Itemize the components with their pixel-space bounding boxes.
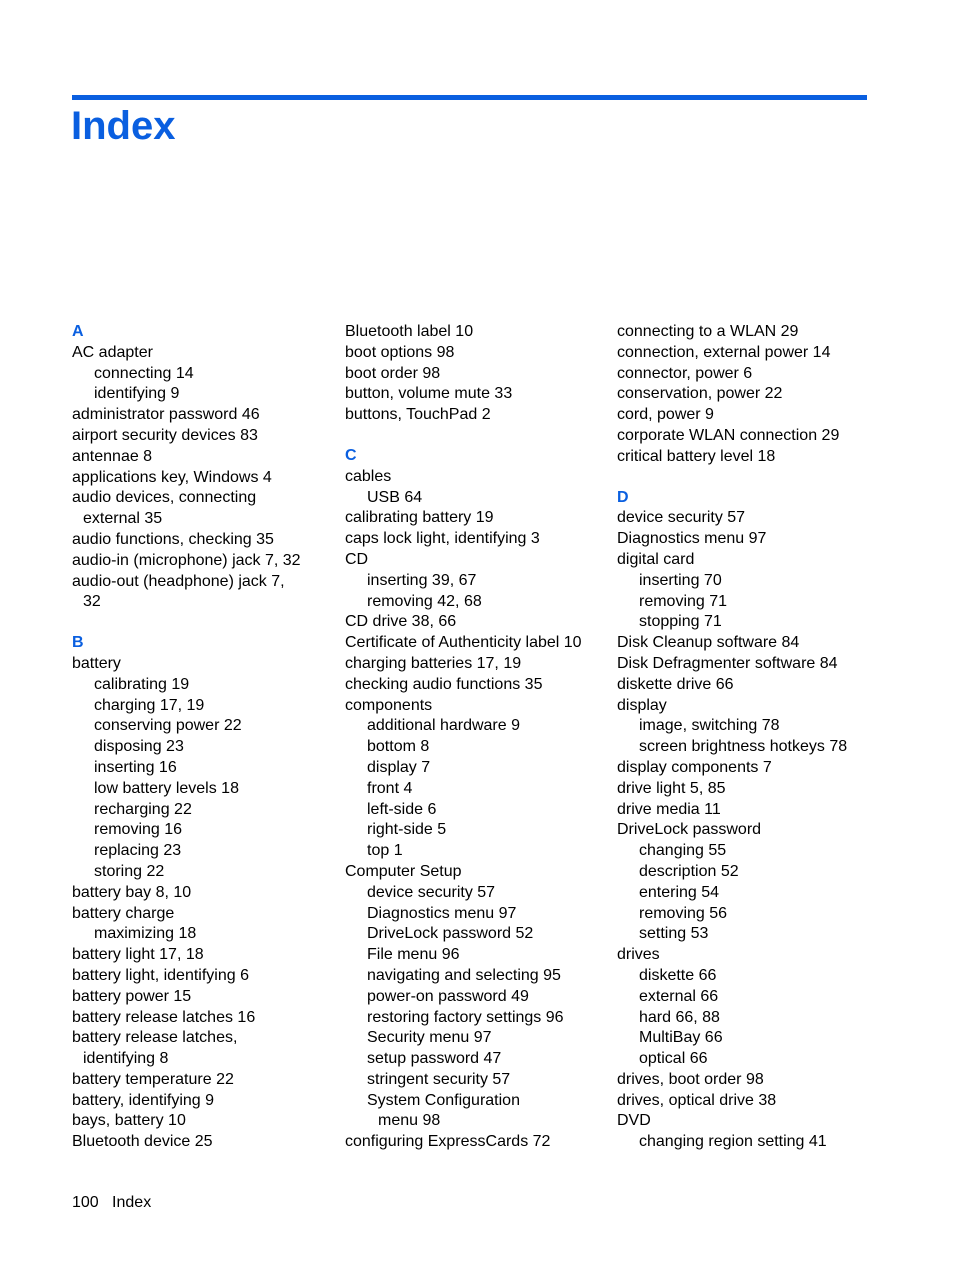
index-entry: battery release latches 16 [72,1008,256,1026]
index-subentry: hard 66, 88 [639,1008,720,1026]
index-column-2 [345,322,615,1153]
index-entry: charging batteries 17, 19 [345,654,522,672]
index-entry: battery bay 8, 10 [72,883,192,901]
index-entry: DVD [617,1112,651,1130]
index-entry: bays, battery 10 [72,1112,186,1130]
section-gap [72,613,342,633]
index-entry: Diagnostics menu 97 [617,530,767,548]
index-subentry: removing 16 [94,821,183,839]
index-subentry: removing 56 [639,904,728,922]
index-entry: battery release latches, [72,1029,238,1047]
index-entry: CD drive 38, 66 [345,613,457,631]
index-subentry: additional hardware 9 [367,717,520,735]
index-subentry: Diagnostics menu 97 [367,904,517,922]
index-subentry: connecting 14 [94,364,194,382]
index-subentry: charging 17, 19 [94,696,205,714]
index-entry: AC adapter [72,343,153,361]
index-subentry: changing region setting 41 [639,1133,827,1151]
index-entry: battery light, identifying 6 [72,966,249,984]
index-subentry: device security 57 [367,883,496,901]
index-subentry: low battery levels 18 [94,779,239,797]
index-entry: Disk Defragmenter software 84 [617,654,838,672]
section-letter: A [72,323,84,340]
index-entry: Disk Cleanup software 84 [617,634,800,652]
index-subentry: top 1 [367,842,403,860]
index-subentry: stringent security 57 [367,1070,511,1088]
index-subentry: recharging 22 [94,800,192,818]
index-subentry: inserting 39, 67 [367,571,477,589]
index-subentry: Security menu 97 [367,1029,492,1047]
index-entry: connection, external power 14 [617,343,831,361]
index-entry: battery light 17, 18 [72,946,204,964]
index-entry: audio-out (headphone) jack 7, [72,572,285,590]
index-entry: boot options 98 [345,343,455,361]
index-entry: battery temperature 22 [72,1070,234,1088]
page-number: 100 [72,1194,99,1211]
index-subentry: external 66 [639,987,719,1005]
index-subentry: inserting 70 [639,571,722,589]
index-entry: Bluetooth device 25 [72,1133,213,1151]
index-entry: connector, power 6 [617,364,753,382]
index-entry: drives, boot order 98 [617,1070,764,1088]
index-subentry: File menu 96 [367,946,460,964]
index-entry: drives [617,946,660,964]
index-subentry: stopping 71 [639,613,722,631]
index-subentry: 32 [83,593,101,611]
index-entry: DriveLock password [617,821,762,839]
index-entry: critical battery level 18 [617,447,776,465]
section-gap [345,426,615,446]
index-subentry: external 35 [83,510,163,528]
section-letter: C [345,446,357,464]
index-subentry: identifying 8 [83,1050,169,1068]
index-entry: corporate WLAN connection 29 [617,426,840,444]
index-entry: diskette drive 66 [617,675,734,693]
index-subentry: identifying 9 [94,385,180,403]
index-entry: airport security devices 83 [72,426,258,444]
index-column-1 [72,322,342,1153]
index-entry: battery power 15 [72,987,192,1005]
page-footer [72,1193,151,1213]
index-entry: device security 57 [617,509,746,527]
index-subentry: calibrating 19 [94,675,190,693]
index-subentry: System Configuration [367,1091,520,1109]
index-entry: cables [345,467,392,485]
index-entry: button, volume mute 33 [345,385,513,403]
index-subentry: bottom 8 [367,738,430,756]
index-subentry: setting 53 [639,925,709,943]
index-subentry: DriveLock password 52 [367,925,534,943]
index-subentry: changing 55 [639,842,727,860]
index-subentry: screen brightness hotkeys 78 [639,738,848,756]
index-entry: calibrating battery 19 [345,509,494,527]
index-subentry: left-side 6 [367,800,437,818]
index-subentry: restoring factory settings 96 [367,1008,564,1026]
index-entry: audio-in (microphone) jack 7, 32 [72,551,301,569]
section-letter: B [72,634,84,652]
index-subentry: navigating and selecting 95 [367,966,561,984]
index-entry: Certificate of Authenticity label 10 [345,634,582,652]
index-subentry: removing 71 [639,592,728,610]
index-entry: boot order 98 [345,364,441,382]
index-entry: Computer Setup [345,862,462,880]
index-subentry: storing 22 [94,862,165,880]
index-entry: applications key, Windows 4 [72,468,272,486]
index-entry: display [617,696,667,714]
index-subentry: removing 42, 68 [367,592,482,610]
section-letter: D [617,488,629,506]
index-entry: battery charge [72,904,175,922]
index-subentry: description 52 [639,862,739,880]
index-entry: cord, power 9 [617,406,714,424]
section-gap [617,468,887,488]
index-entry: connecting to a WLAN 29 [617,323,799,340]
index-column-3 [617,322,887,1153]
index-subentry: USB 64 [367,488,423,506]
index-entry: components [345,696,433,714]
index-subentry: maximizing 18 [94,925,197,943]
header-rule [72,95,867,100]
index-entry: caps lock light, identifying 3 [345,530,540,548]
page-title: Index [71,104,176,148]
index-entry: checking audio functions 35 [345,675,543,693]
index-subentry: power-on password 49 [367,987,529,1005]
index-entry: digital card [617,550,695,568]
index-subentry: menu 98 [378,1112,441,1130]
index-entry: battery, identifying 9 [72,1091,215,1109]
index-entry: antennae 8 [72,447,153,465]
index-subentry: disposing 23 [94,738,184,756]
index-entry: drives, optical drive 38 [617,1091,777,1109]
index-subentry: right-side 5 [367,821,447,839]
index-entry: configuring ExpressCards 72 [345,1133,551,1151]
index-entry: display components 7 [617,758,772,776]
index-subentry: diskette 66 [639,966,717,984]
index-subentry: MultiBay 66 [639,1029,723,1047]
index-subentry: front 4 [367,779,413,797]
index-entry: drive light 5, 85 [617,779,726,797]
index-entry: conservation, power 22 [617,385,783,403]
index-entry: Bluetooth label 10 [345,323,474,340]
index-subentry: replacing 23 [94,842,182,860]
index-entry: battery [72,654,121,672]
index-subentry: image, switching 78 [639,717,780,735]
index-entry: drive media 11 [617,800,721,818]
index-subentry: conserving power 22 [94,717,242,735]
index-subentry: inserting 16 [94,758,177,776]
index-subentry: entering 54 [639,883,720,901]
index-subentry: display 7 [367,758,431,776]
footer-label: Index [112,1194,152,1211]
index-entry: buttons, TouchPad 2 [345,406,491,424]
index-subentry: optical 66 [639,1050,708,1068]
index-subentry: setup password 47 [367,1050,502,1068]
index-entry: CD [345,550,369,568]
index-entry: administrator password 46 [72,406,260,424]
index-entry: audio devices, connecting [72,489,257,507]
index-entry: audio functions, checking 35 [72,530,274,548]
